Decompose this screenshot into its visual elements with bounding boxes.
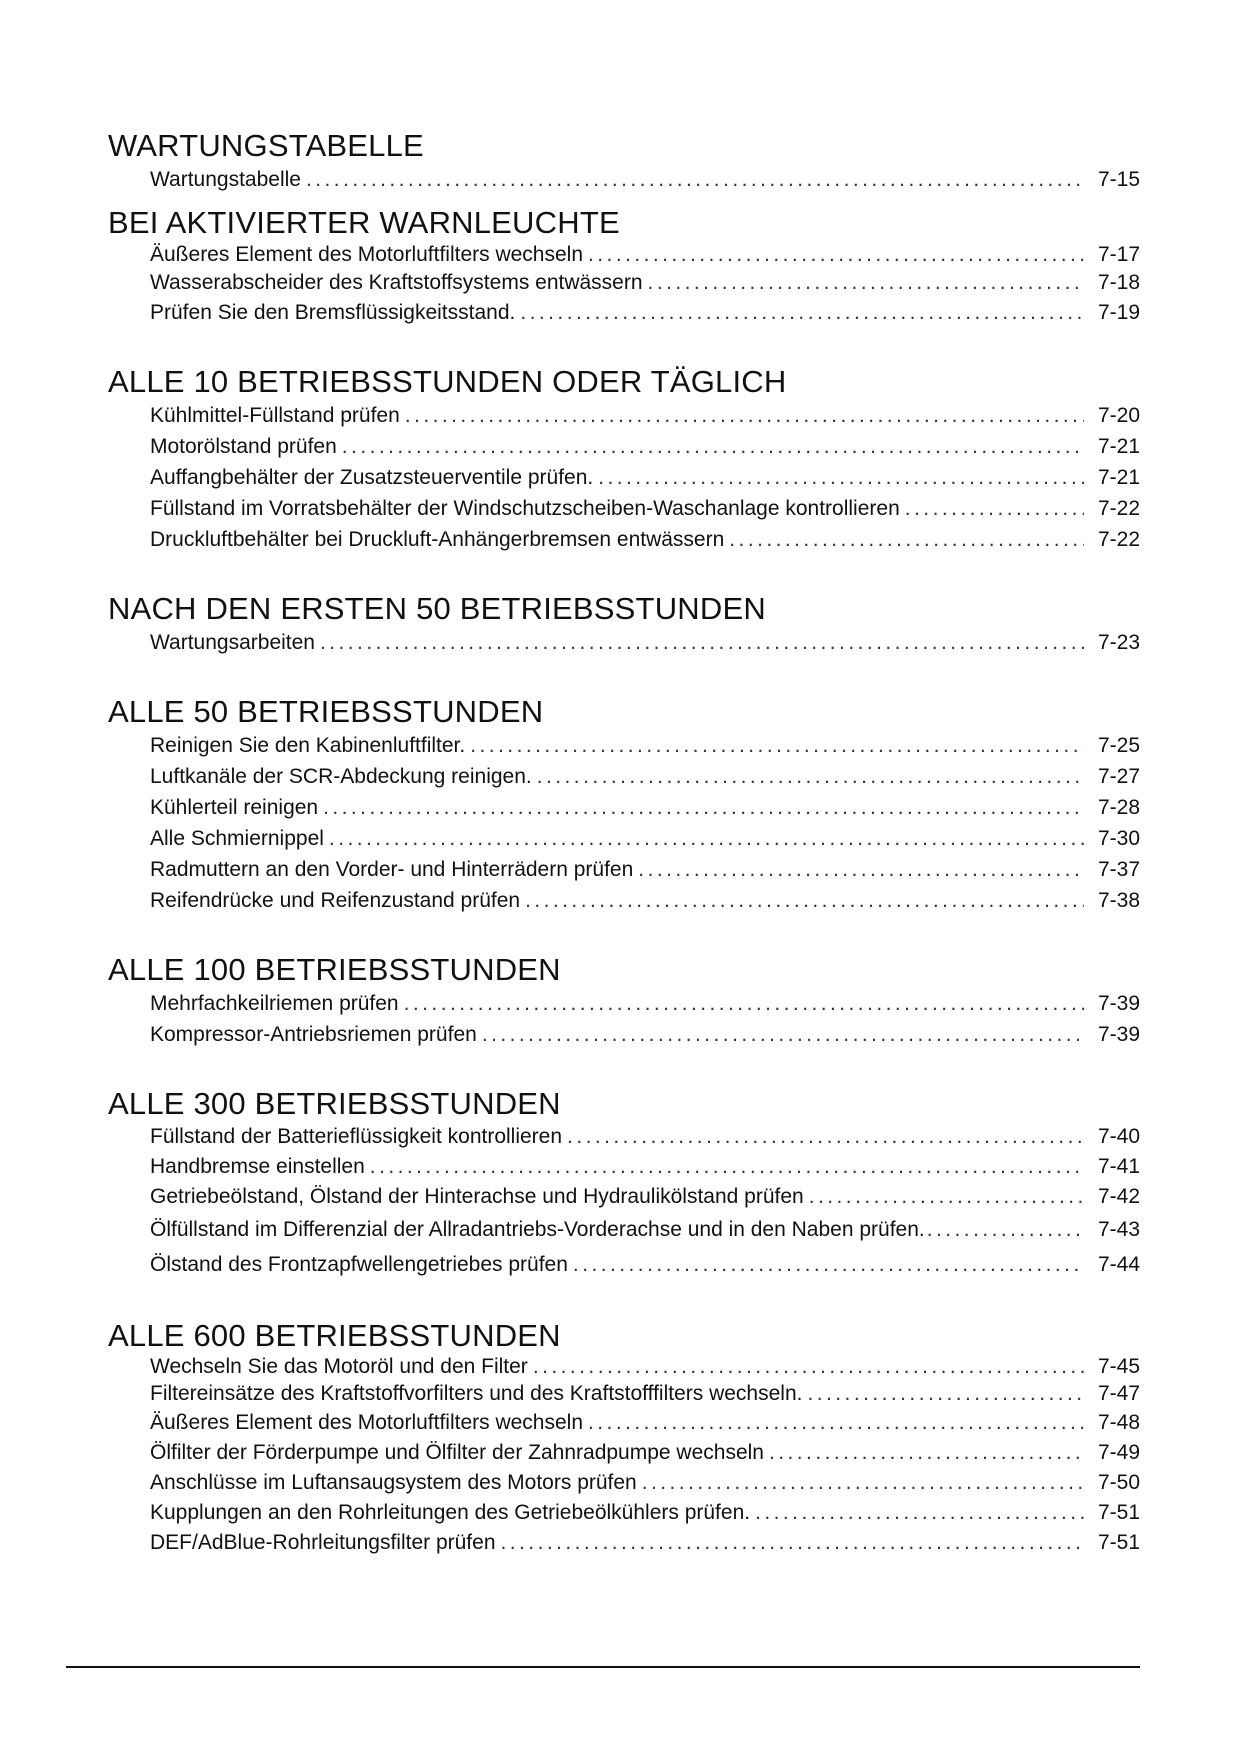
entry-list [108, 241, 1140, 328]
dot-leader [323, 792, 1084, 823]
entry-list [108, 164, 1140, 195]
dot-leader [648, 269, 1084, 297]
toc-section [108, 952, 1140, 1050]
toc-entry[interactable] [150, 524, 1140, 555]
entry-label: Getriebeölstand, Ölstand der Hinterachse und Hydraulikölstand prüfen [150, 1185, 804, 1208]
toc-entry[interactable] [150, 792, 1140, 823]
entry-page: 7-49 [1097, 1441, 1140, 1464]
dot-leader [729, 524, 1084, 555]
toc-entry[interactable] [150, 1528, 1140, 1558]
dot-leader [482, 1019, 1084, 1050]
entry-label: Druckluftbehälter bei Druckluft-Anhängerbremsen entwässern [150, 528, 725, 551]
dot-leader [588, 1408, 1084, 1438]
toc-entry[interactable] [150, 854, 1140, 885]
toc-entry[interactable] [150, 1182, 1140, 1212]
entry-list [108, 988, 1140, 1050]
entry-label: Filtereinsätze des Kraftstoffvorfilters und des Kraftstofffilters wechseln. [150, 1382, 803, 1405]
toc-entry[interactable] [150, 1408, 1140, 1438]
dot-leader [807, 1380, 1084, 1408]
entry-label: Füllstand im Vorratsbehälter der Windschutzscheiben-Waschanlage kontrollieren [150, 497, 900, 520]
dot-leader [320, 627, 1084, 658]
entry-page: 7-45 [1097, 1355, 1140, 1378]
toc-section [108, 364, 1140, 555]
dot-leader [404, 988, 1084, 1019]
entry-page: 7-38 [1097, 889, 1140, 912]
entry-page: 7-48 [1097, 1411, 1140, 1434]
dot-leader [533, 1354, 1084, 1380]
entry-label: Ölfilter der Förderpumpe und Ölfilter der Zahnradpumpe wechseln [150, 1441, 764, 1464]
section-title: ALLE 10 BETRIEBSSTUNDEN ODER TÄGLICH [108, 364, 787, 399]
toc-entry[interactable] [150, 431, 1140, 462]
toc-entry[interactable] [150, 761, 1140, 792]
entry-label: Radmuttern an den Vorder- und Hinterrädern prüfen [150, 858, 634, 881]
dot-leader [588, 241, 1084, 269]
toc-entry[interactable] [150, 1438, 1140, 1468]
dot-leader [537, 761, 1084, 792]
entry-label: Ölstand des Frontzapfwellengetriebes prüfen [150, 1253, 568, 1276]
entry-page: 7-39 [1097, 1023, 1140, 1046]
entry-page: 7-27 [1097, 765, 1140, 788]
entry-label: Wartungsarbeiten [150, 631, 315, 654]
entry-page: 7-51 [1097, 1531, 1140, 1554]
dot-leader [342, 431, 1084, 462]
entry-page: 7-41 [1097, 1155, 1140, 1178]
dot-leader [501, 1528, 1085, 1558]
footer-rule [66, 1666, 1140, 1668]
entry-label: Äußeres Element des Motorluftfilters wechseln [150, 1411, 584, 1434]
entry-label: Reinigen Sie den Kabinenluftfilter. [150, 734, 466, 757]
section-title: WARTUNGSTABELLE [108, 128, 424, 163]
entry-page: 7-17 [1097, 243, 1140, 266]
toc-entry[interactable] [150, 1122, 1140, 1152]
entry-page: 7-47 [1097, 1382, 1140, 1405]
entry-page: 7-50 [1097, 1471, 1140, 1494]
entry-label: Kühlerteil reinigen [150, 796, 319, 819]
toc-entry[interactable] [150, 462, 1140, 493]
toc-entry[interactable] [150, 1247, 1140, 1282]
dot-leader [525, 885, 1084, 916]
entry-label: Wasserabscheider des Kraftstoffsystems entwässern [150, 271, 643, 294]
entry-page: 7-21 [1097, 466, 1140, 489]
entry-label: DEF/AdBlue-Rohrleitungsfilter prüfen [150, 1531, 496, 1554]
entry-page: 7-19 [1097, 301, 1140, 324]
dot-leader [329, 823, 1084, 854]
toc-entry[interactable] [150, 493, 1140, 524]
dot-leader [905, 493, 1084, 524]
entry-label: Mehrfachkeilriemen prüfen [150, 992, 399, 1015]
dot-leader [927, 1212, 1086, 1247]
entry-page: 7-44 [1097, 1253, 1140, 1276]
dot-leader [405, 400, 1084, 431]
section-title: BEI AKTIVIERTER WARNLEUCHTE [108, 205, 620, 240]
section-title: ALLE 300 BETRIEBSSTUNDEN [108, 1086, 561, 1121]
entry-page: 7-15 [1097, 168, 1140, 191]
entry-label: Auffangbehälter der Zusatzsteuerventile prüfen. [150, 466, 594, 489]
toc-section [108, 1086, 1140, 1282]
toc-entry[interactable] [150, 885, 1140, 916]
section-title: ALLE 100 BETRIEBSSTUNDEN [108, 952, 561, 987]
toc-entry[interactable] [150, 823, 1140, 854]
entry-label: Reifendrücke und Reifenzustand prüfen [150, 889, 521, 912]
entry-label: Anschlüsse im Luftansaugsystem des Motors prüfen [150, 1471, 637, 1494]
entry-page: 7-23 [1097, 631, 1140, 654]
dot-leader [769, 1438, 1084, 1468]
entry-page: 7-30 [1097, 827, 1140, 850]
toc-entry[interactable] [150, 297, 1140, 328]
dot-leader [755, 1498, 1084, 1528]
toc-entry[interactable] [150, 1498, 1140, 1528]
dot-leader [573, 1247, 1084, 1282]
entry-label: Wechseln Sie das Motoröl und den Filter [150, 1355, 528, 1378]
entry-label: Füllstand der Batterieflüssigkeit kontrollieren [150, 1125, 563, 1148]
entry-label: Kupplungen an den Rohrleitungen des Getriebeölkühlers prüfen. [150, 1501, 751, 1524]
toc-section [108, 694, 1140, 916]
toc-entry[interactable] [150, 1019, 1140, 1050]
toc-entry[interactable] [150, 1354, 1140, 1380]
entry-list [108, 400, 1140, 555]
table-of-contents [108, 128, 1140, 1558]
toc-section [108, 205, 1140, 328]
toc-entry[interactable] [150, 988, 1140, 1019]
entry-label: Kühlmittel-Füllstand prüfen [150, 404, 400, 427]
entry-label: Kompressor-Antriebsriemen prüfen [150, 1023, 477, 1046]
entry-list [108, 1354, 1140, 1558]
entry-page: 7-25 [1097, 734, 1140, 757]
dot-leader [642, 1468, 1084, 1498]
dot-leader [470, 730, 1084, 761]
toc-entry[interactable] [150, 730, 1140, 761]
dot-leader [567, 1122, 1084, 1152]
entry-page: 7-40 [1097, 1125, 1140, 1148]
toc-entry[interactable] [150, 1380, 1140, 1408]
entry-page: 7-28 [1097, 796, 1140, 819]
dot-leader [638, 854, 1084, 885]
entry-label: Ölfüllstand im Differenzial der Allradantriebs-Vorderachse und in den Naben prüfen. [150, 1218, 925, 1241]
entry-list [108, 730, 1140, 916]
entry-page: 7-43 [1097, 1218, 1140, 1241]
entry-label: Handbremse einstellen [150, 1155, 365, 1178]
entry-label: Luftkanäle der SCR-Abdeckung reinigen. [150, 765, 532, 788]
entry-list [108, 627, 1140, 658]
entry-page: 7-51 [1097, 1501, 1140, 1524]
dot-leader [306, 164, 1084, 195]
section-title: ALLE 600 BETRIEBSSTUNDEN [108, 1318, 561, 1353]
toc-section [108, 1318, 1140, 1558]
dot-leader [520, 297, 1084, 328]
toc-entry[interactable] [150, 1152, 1140, 1182]
toc-section [108, 128, 1140, 195]
toc-entry[interactable] [150, 1468, 1140, 1498]
dot-leader [370, 1152, 1084, 1182]
entry-page: 7-21 [1097, 435, 1140, 458]
section-title: NACH DEN ERSTEN 50 BETRIEBSSTUNDEN [108, 591, 766, 626]
dot-leader [809, 1182, 1084, 1212]
entry-label: Wartungstabelle [150, 168, 301, 191]
toc-entry[interactable] [150, 627, 1140, 658]
entry-page: 7-22 [1097, 497, 1140, 520]
toc-entry[interactable] [150, 164, 1140, 195]
entry-label: Prüfen Sie den Bremsflüssigkeitsstand. [150, 301, 516, 324]
entry-page: 7-22 [1097, 528, 1140, 551]
entry-page: 7-42 [1097, 1185, 1140, 1208]
toc-entry[interactable] [150, 241, 1140, 269]
entry-page: 7-18 [1097, 271, 1140, 294]
entry-label: Motorölstand prüfen [150, 435, 337, 458]
toc-entry[interactable] [150, 400, 1140, 431]
entry-page: 7-37 [1097, 858, 1140, 881]
entry-label: Äußeres Element des Motorluftfilters wechseln [150, 243, 584, 266]
entry-list [108, 1122, 1140, 1282]
section-title: ALLE 50 BETRIEBSSTUNDEN [108, 694, 544, 729]
toc-section [108, 591, 1140, 658]
dot-leader [598, 462, 1084, 493]
toc-entry[interactable] [150, 269, 1140, 297]
toc-entry[interactable] [150, 1212, 1140, 1247]
entry-label: Alle Schmiernippel [150, 827, 324, 850]
entry-page: 7-39 [1097, 992, 1140, 1015]
entry-page: 7-20 [1097, 404, 1140, 427]
